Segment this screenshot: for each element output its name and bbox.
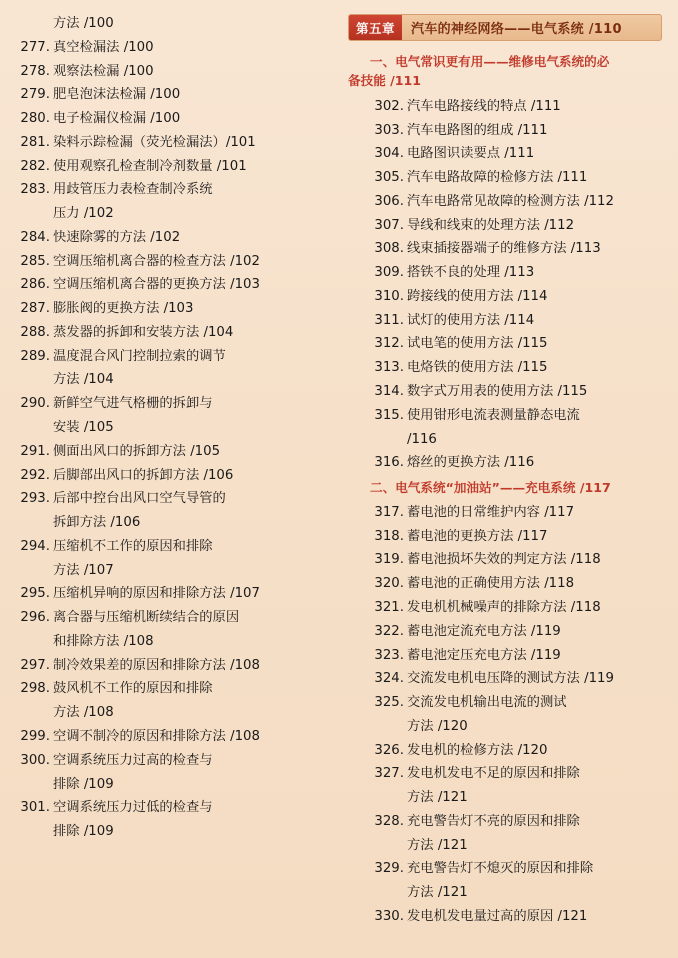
toc-entry[interactable] <box>16 180 330 199</box>
toc-entry-text: 蓄电池的正确使用方法 /118 <box>407 576 575 592</box>
toc-entry[interactable] <box>16 513 330 532</box>
toc-entry-number: 286. <box>20 277 50 293</box>
toc-entry-text: 安装 /105 <box>53 420 114 436</box>
toc-entry-number: 325. <box>374 695 404 711</box>
toc-entry[interactable] <box>16 275 330 294</box>
toc-entry[interactable] <box>16 85 330 104</box>
toc-entry-text: 蓄电池定压充电方法 /119 <box>407 647 561 663</box>
toc-entry-number: 317. <box>374 504 404 520</box>
toc-entry-number: 283. <box>20 182 50 198</box>
toc-entry-number: 312. <box>374 336 404 352</box>
toc-entry[interactable] <box>370 503 662 522</box>
toc-entry[interactable] <box>370 287 662 306</box>
toc-entry-number: 295. <box>20 586 50 602</box>
toc-entry-text: 排除 /109 <box>53 824 114 840</box>
toc-entry-text: 蒸发器的拆卸和安装方法 /104 <box>53 324 234 340</box>
toc-entry[interactable] <box>16 822 330 841</box>
toc-entry-number: 282. <box>20 158 50 174</box>
two-column-layout <box>16 14 662 948</box>
toc-entry-text: 侧面出风口的拆卸方法 /105 <box>53 443 221 459</box>
toc-entry-text: 发电机机械噪声的排除方法 /118 <box>407 599 601 615</box>
toc-entry-text: 方法 /108 <box>53 705 114 721</box>
toc-entry-number: 293. <box>20 491 50 507</box>
toc-entry[interactable] <box>16 656 330 675</box>
toc-entry-number: 296. <box>20 610 50 626</box>
toc-entry-number: 290. <box>20 396 50 412</box>
toc-entry[interactable] <box>370 646 662 665</box>
toc-entry[interactable] <box>16 133 330 152</box>
toc-entry-number: 299. <box>20 728 50 744</box>
toc-entry-text: 用歧管压力表检查制冷系统 <box>53 182 213 198</box>
toc-entry[interactable] <box>16 584 330 603</box>
toc-entry[interactable] <box>16 204 330 223</box>
toc-entry-text: 空调不制冷的原因和排除方法 /108 <box>53 728 260 744</box>
toc-entry-number: 326. <box>374 742 404 758</box>
toc-entry[interactable] <box>370 216 662 235</box>
toc-entry-number: 309. <box>374 265 404 281</box>
toc-entry-text: 蓄电池的日常维护内容 /117 <box>407 504 575 520</box>
toc-entry-number: 310. <box>374 288 404 304</box>
toc-entry-text: 拆卸方法 /106 <box>53 515 141 531</box>
toc-entry-text: 肥皂泡沫法检漏 /100 <box>53 87 181 103</box>
toc-entry-number: 279. <box>20 87 50 103</box>
toc-entry-number: 291. <box>20 443 50 459</box>
toc-entry[interactable] <box>16 347 330 366</box>
toc-entry-text: 空调压缩机离合器的更换方法 /103 <box>53 277 260 293</box>
toc-entry-number: 327. <box>374 766 404 782</box>
toc-entry[interactable] <box>370 527 662 546</box>
toc-entry[interactable] <box>16 679 330 698</box>
toc-entry-text: 后部中控台出风口空气导管的 <box>53 491 226 507</box>
toc-entry-number: 304. <box>374 146 404 162</box>
toc-entry-text: 蓄电池损坏失效的判定方法 /118 <box>407 552 601 568</box>
toc-entry-text: 排除 /109 <box>53 776 114 792</box>
toc-entry-text: 充电警告灯不亮的原因和排除 <box>407 813 580 829</box>
toc-entry[interactable] <box>370 453 662 472</box>
toc-entry-text: 试灯的使用方法 /114 <box>407 312 535 328</box>
toc-entry-number: 319. <box>374 552 404 568</box>
right-column <box>348 14 662 948</box>
toc-entry-text: 电子检漏仪检漏 /100 <box>53 111 181 127</box>
toc-entry[interactable] <box>370 741 662 760</box>
toc-entry[interactable] <box>16 299 330 318</box>
toc-entry-text: 压缩机异响的原因和排除方法 /107 <box>53 586 260 602</box>
toc-entry[interactable] <box>16 228 330 247</box>
toc-entry-number: 288. <box>20 324 50 340</box>
toc-entry-text: 染料示踪检漏（荧光检漏法）/101 <box>53 134 256 150</box>
toc-entry-number: 316. <box>374 455 404 471</box>
toc-entry-number: 284. <box>20 229 50 245</box>
toc-entry[interactable] <box>16 561 330 580</box>
toc-entry[interactable] <box>16 14 330 33</box>
toc-entry-text: 蓄电池定流充电方法 /119 <box>407 623 561 639</box>
toc-entry-text: 搭铁不良的处理 /113 <box>407 265 535 281</box>
toc-entry-text: 空调系统压力过高的检查与 <box>53 752 213 768</box>
toc-entry[interactable] <box>16 703 330 722</box>
toc-entry[interactable] <box>370 717 662 736</box>
toc-entry-text: 快速除雾的方法 /102 <box>53 229 181 245</box>
toc-entry[interactable] <box>370 883 662 902</box>
toc-entry-text: 方法 /120 <box>407 718 468 734</box>
toc-entry-number: 281. <box>20 134 50 150</box>
toc-entry[interactable] <box>16 418 330 437</box>
toc-entry[interactable] <box>16 394 330 413</box>
toc-entry[interactable] <box>370 382 662 401</box>
toc-entry-text: 导线和线束的处理方法 /112 <box>407 217 575 233</box>
toc-entry[interactable] <box>16 252 330 271</box>
toc-entry-text: 后脚部出风口的拆卸方法 /106 <box>53 467 234 483</box>
toc-entry[interactable] <box>370 550 662 569</box>
toc-list-right-section2 <box>370 503 662 931</box>
toc-entry-number: 285. <box>20 253 50 269</box>
toc-entry-text: 温度混合风门控制拉索的调节 <box>53 348 226 364</box>
toc-entry[interactable] <box>370 693 662 712</box>
section-heading-1-line1: 一、电气常识更有用——维修电气系统的必 <box>370 54 610 69</box>
toc-entry[interactable] <box>370 598 662 617</box>
toc-entry[interactable] <box>370 812 662 831</box>
toc-entry[interactable] <box>16 775 330 794</box>
toc-entry[interactable] <box>16 109 330 128</box>
toc-entry-number: 302. <box>374 98 404 114</box>
toc-entry-number: 306. <box>374 193 404 209</box>
toc-entry-number: 314. <box>374 383 404 399</box>
toc-entry-text: 新鲜空气进气格栅的拆卸与 <box>53 396 213 412</box>
toc-entry-number: 321. <box>374 599 404 615</box>
toc-entry-number: 322. <box>374 623 404 639</box>
toc-entry-number: 297. <box>20 657 50 673</box>
section-heading-2-line1: 二、电气系统“加油站”——充电系统 /117 <box>370 480 611 496</box>
toc-entry-text: 观察法检漏 /100 <box>53 63 154 79</box>
toc-entry-number: 305. <box>374 170 404 186</box>
left-column <box>16 14 330 948</box>
toc-entry-number: 278. <box>20 63 50 79</box>
toc-entry-text: 鼓风机不工作的原因和排除 <box>53 681 213 697</box>
toc-entry-number: 280. <box>20 111 50 127</box>
toc-entry-number: 298. <box>20 681 50 697</box>
toc-entry-text: 交流发电机输出电流的测试 <box>407 695 567 711</box>
toc-entry[interactable] <box>370 311 662 330</box>
toc-entry-number: 315. <box>374 407 404 423</box>
chapter-tag: 第五章 <box>349 15 402 40</box>
toc-entry-text: 方法 /104 <box>53 372 114 388</box>
toc-entry-number: 323. <box>374 647 404 663</box>
toc-entry-number: 294. <box>20 538 50 554</box>
toc-entry[interactable] <box>16 323 330 342</box>
toc-entry-number: 328. <box>374 813 404 829</box>
toc-entry-text: 方法 /121 <box>407 790 468 806</box>
toc-entry-text: 蓄电池的更换方法 /117 <box>407 528 548 544</box>
toc-entry[interactable] <box>370 192 662 211</box>
toc-entry-text: 真空检漏法 /100 <box>53 39 154 55</box>
toc-entry-text: 电烙铁的使用方法 /115 <box>407 360 548 376</box>
toc-entry[interactable] <box>370 622 662 641</box>
toc-entry-text: 交流发电机电压降的测试方法 /119 <box>407 671 614 687</box>
toc-entry[interactable] <box>370 168 662 187</box>
toc-entry[interactable] <box>16 442 330 461</box>
toc-entry-text: 离合器与压缩机断续结合的原因 <box>53 610 240 626</box>
toc-entry-text: /116 <box>407 431 437 447</box>
toc-entry-text: 汽车电路常见故障的检测方法 /112 <box>407 193 614 209</box>
section-heading-1 <box>348 53 662 91</box>
toc-entry-number: 303. <box>374 122 404 138</box>
toc-entry[interactable] <box>370 788 662 807</box>
toc-entry-number: 289. <box>20 348 50 364</box>
chapter-title: 汽车的神经网络——电气系统 /110 <box>411 22 622 37</box>
toc-entry[interactable] <box>16 62 330 81</box>
toc-entry-text: 膨胀阀的更换方法 /103 <box>53 301 194 317</box>
toc-entry[interactable] <box>370 263 662 282</box>
toc-entry-number: 318. <box>374 528 404 544</box>
toc-entry-text: 发电机发电量过高的原因 /121 <box>407 908 588 924</box>
toc-entry[interactable] <box>370 836 662 855</box>
toc-entry[interactable] <box>370 121 662 140</box>
toc-entry[interactable] <box>16 751 330 770</box>
toc-entry[interactable] <box>370 764 662 783</box>
toc-entry-number: 311. <box>374 312 404 328</box>
toc-entry[interactable] <box>370 144 662 163</box>
toc-entry[interactable] <box>16 466 330 485</box>
toc-entry-number: 277. <box>20 39 50 55</box>
toc-entry-number: 320. <box>374 576 404 592</box>
toc-entry[interactable] <box>370 97 662 116</box>
toc-entry-text: 和排除方法 /108 <box>53 633 154 649</box>
toc-entry[interactable] <box>16 370 330 389</box>
toc-entry-text: 空调压缩机离合器的检查方法 /102 <box>53 253 260 269</box>
toc-entry-text: 方法 /107 <box>53 562 114 578</box>
toc-entry-text: 电路图识读要点 /111 <box>407 146 535 162</box>
toc-entry-number: 313. <box>374 360 404 376</box>
toc-list-right-section1 <box>370 97 662 477</box>
toc-entry[interactable] <box>370 669 662 688</box>
toc-entry-text: 方法 /121 <box>407 885 468 901</box>
toc-entry-text: 汽车电路故障的检修方法 /111 <box>407 170 588 186</box>
toc-list-left <box>16 14 330 846</box>
toc-entry[interactable] <box>370 859 662 878</box>
toc-entry-text: 试电笔的使用方法 /115 <box>407 336 548 352</box>
toc-entry-text: 发电机发电不足的原因和排除 <box>407 766 580 782</box>
toc-entry[interactable] <box>370 406 662 425</box>
toc-entry[interactable] <box>370 334 662 353</box>
section-heading-1-line2: 备技能 /111 <box>348 72 422 88</box>
toc-entry[interactable] <box>16 537 330 556</box>
toc-entry-text: 汽车电路图的组成 /111 <box>407 122 548 138</box>
toc-entry[interactable] <box>16 798 330 817</box>
toc-entry[interactable] <box>16 489 330 508</box>
toc-entry-text: 数字式万用表的使用方法 /115 <box>407 383 588 399</box>
toc-entry-number: 307. <box>374 217 404 233</box>
toc-entry-text: 使用观察孔检查制冷剂数量 /101 <box>53 158 247 174</box>
toc-entry-text: 压力 /102 <box>53 206 114 222</box>
toc-entry[interactable] <box>16 157 330 176</box>
toc-entry-number: 301. <box>20 800 50 816</box>
toc-entry[interactable] <box>370 239 662 258</box>
toc-entry-number: 329. <box>374 861 404 877</box>
toc-entry[interactable] <box>16 727 330 746</box>
toc-entry-text: 跨接线的使用方法 /114 <box>407 288 548 304</box>
toc-entry[interactable] <box>370 574 662 593</box>
toc-entry-text: 制冷效果差的原因和排除方法 /108 <box>53 657 260 673</box>
toc-entry-text: 压缩机不工作的原因和排除 <box>53 538 213 554</box>
toc-entry[interactable] <box>16 38 330 57</box>
toc-entry-number: 324. <box>374 671 404 687</box>
toc-entry-number: 308. <box>374 241 404 257</box>
toc-entry-text: 方法 /100 <box>53 16 114 31</box>
chapter-header <box>348 14 662 41</box>
toc-entry[interactable] <box>370 430 662 449</box>
toc-entry[interactable] <box>16 608 330 627</box>
toc-entry-number: 287. <box>20 301 50 317</box>
toc-entry-text: 发电机的检修方法 /120 <box>407 742 548 758</box>
toc-entry-text: 充电警告灯不熄灭的原因和排除 <box>407 861 594 877</box>
toc-entry-text: 空调系统压力过低的检查与 <box>53 800 213 816</box>
toc-entry-number: 300. <box>20 752 50 768</box>
toc-entry[interactable] <box>370 358 662 377</box>
toc-entry-text: 使用钳形电流表测量静态电流 <box>407 407 580 423</box>
toc-entry[interactable] <box>370 907 662 926</box>
toc-entry-number: 330. <box>374 908 404 924</box>
section-heading-2 <box>348 479 662 498</box>
toc-entry-text: 熔丝的更换方法 /116 <box>407 455 535 471</box>
toc-entry-number: 292. <box>20 467 50 483</box>
toc-entry-text: 汽车电路接线的特点 /111 <box>407 98 561 114</box>
toc-entry-text: 线束插接器端子的维修方法 /113 <box>407 241 601 257</box>
toc-entry-text: 方法 /121 <box>407 837 468 853</box>
toc-entry[interactable] <box>16 632 330 651</box>
